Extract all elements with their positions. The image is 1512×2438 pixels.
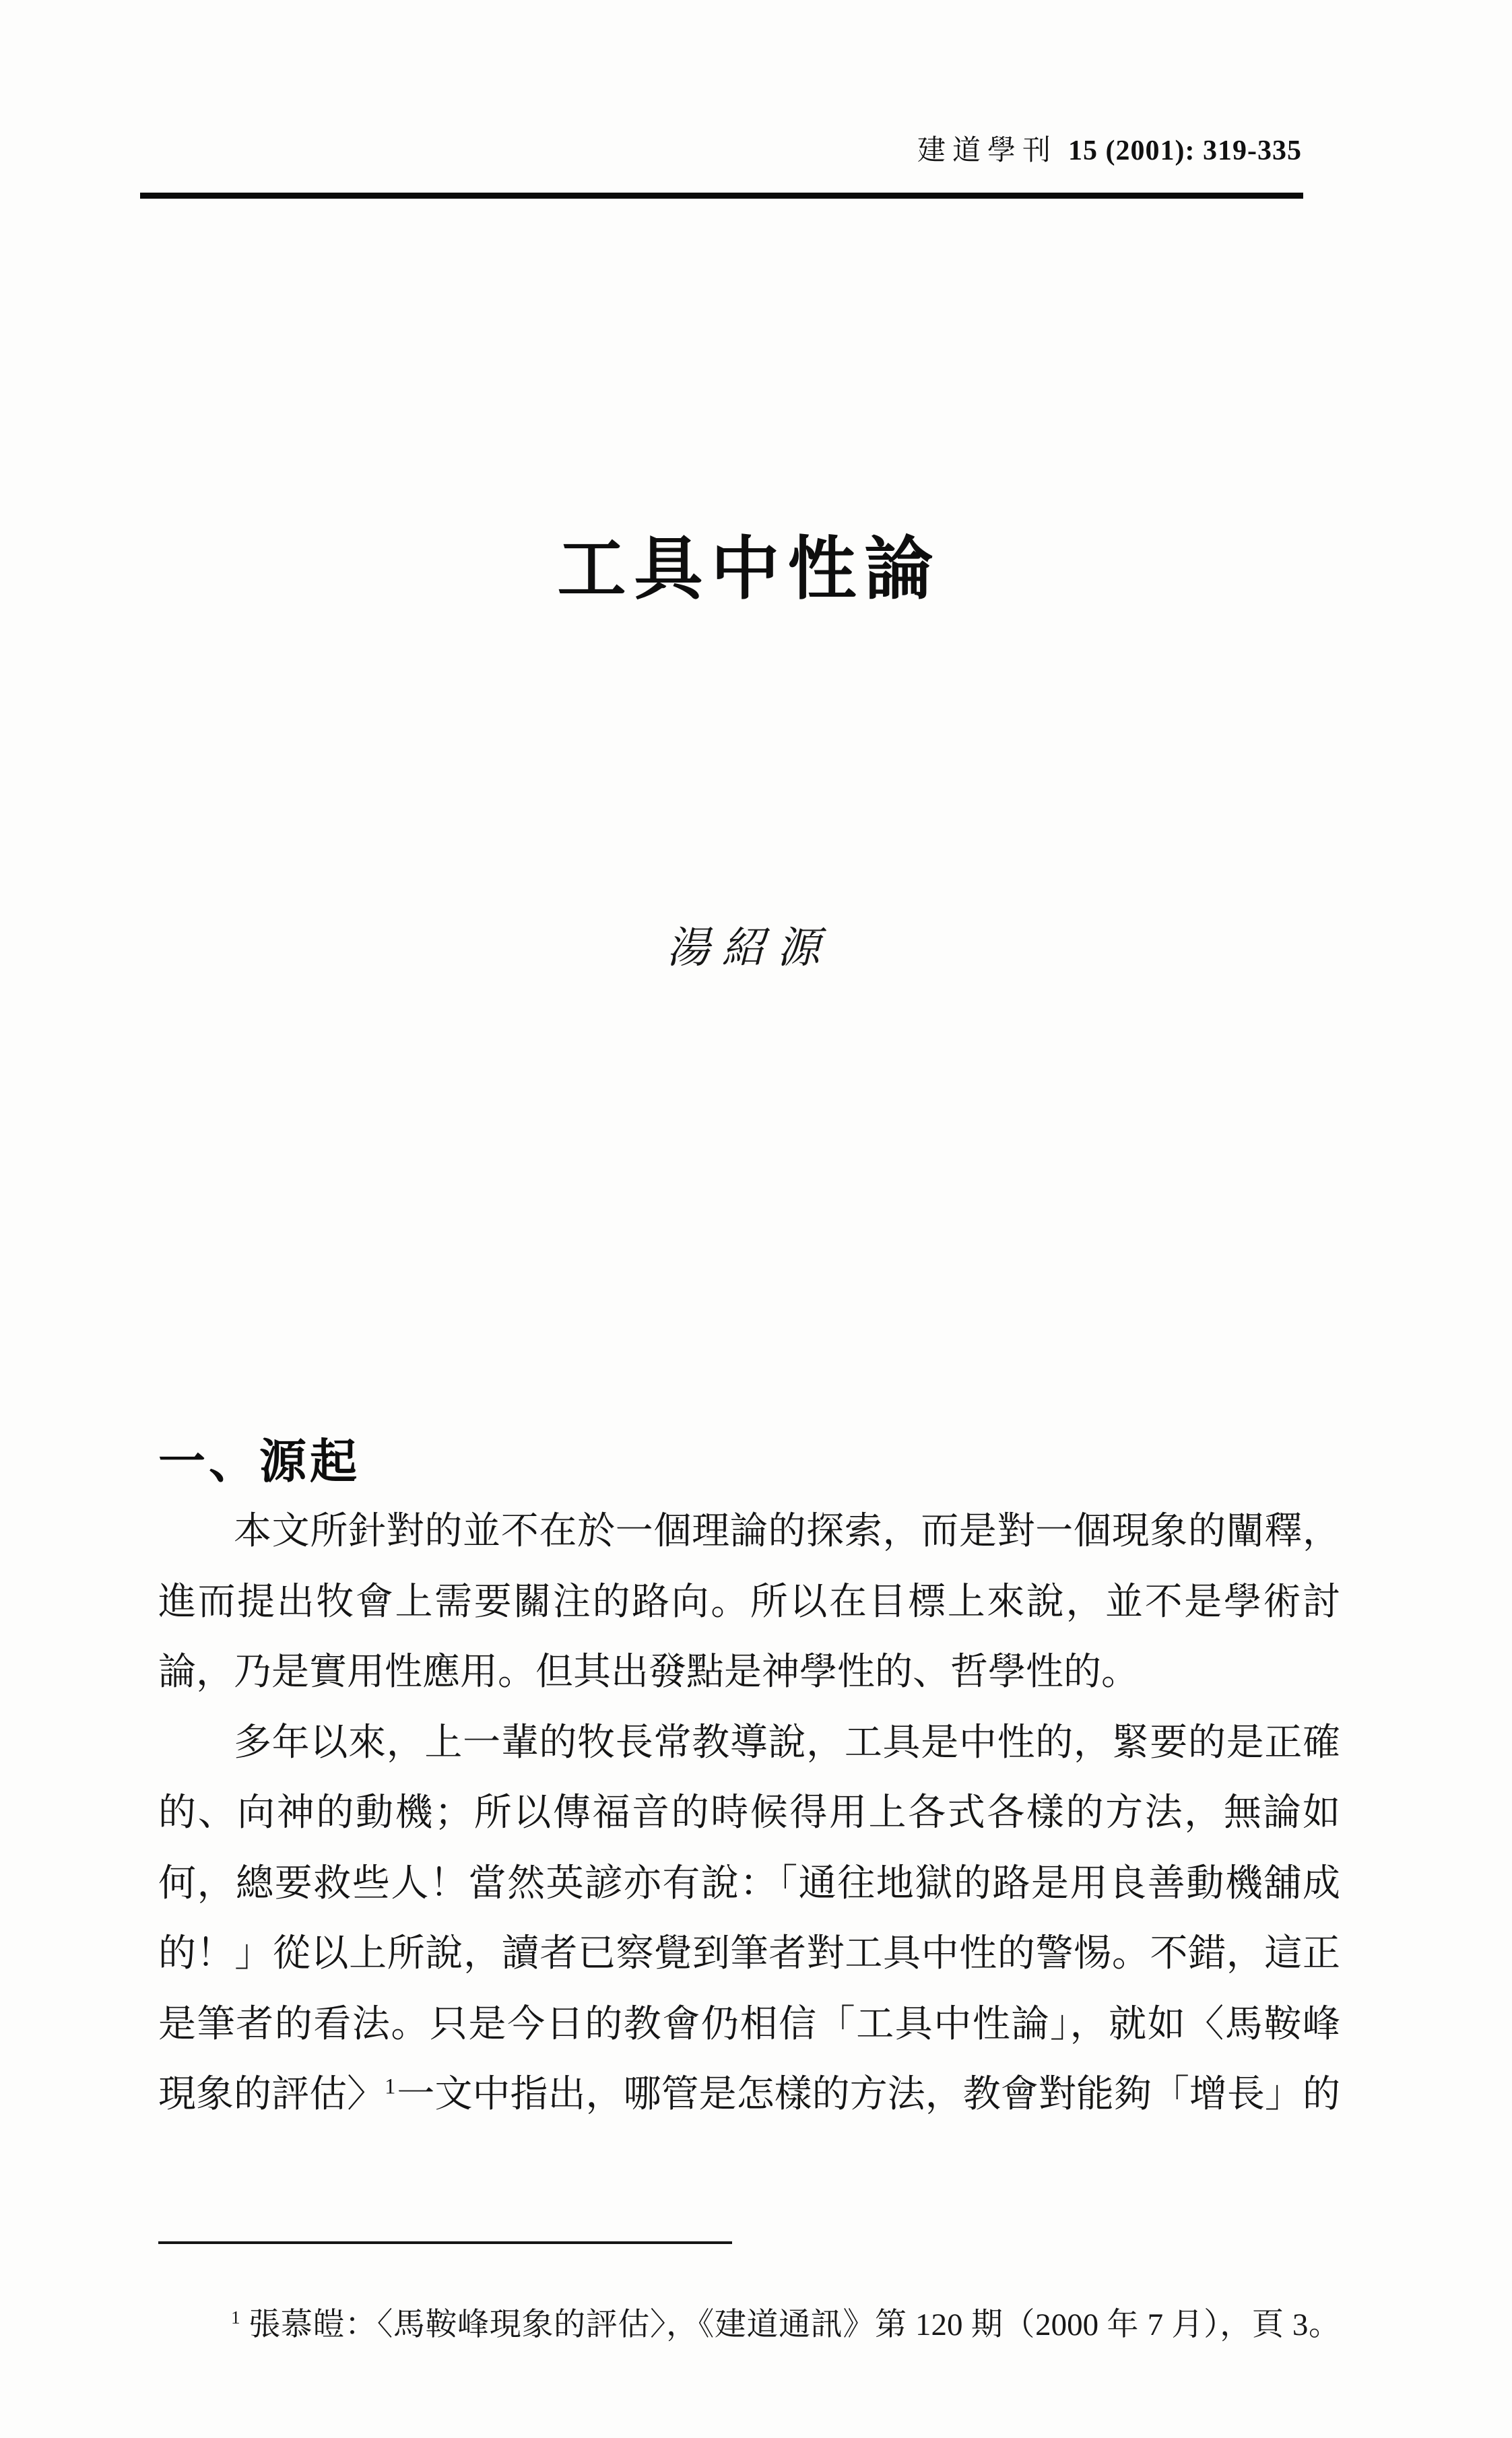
body-line-segment: 現象的評估〉 bbox=[158, 2074, 385, 2115]
body-line: 是筆者的看法。只是今日的教會仍相信「工具中性論」，就如〈馬鞍峰 bbox=[158, 2003, 1340, 2045]
body-line: 何，總要救些人！當然英諺亦有說：「通往地獄的路是用良善動機舖成 bbox=[158, 1862, 1340, 1905]
footnote bbox=[158, 2299, 1340, 2350]
section-heading: 一、源起 bbox=[158, 1435, 360, 1488]
header-rule bbox=[140, 193, 1303, 199]
journal-citation: 15 (2001): 319-335 bbox=[1068, 135, 1302, 166]
body-line: 的！」從以上所說，讀者已察覺到筆者對工具中性的警惕。不錯，這正 bbox=[158, 1933, 1340, 1975]
footnote-marker: 1 bbox=[231, 2307, 242, 2328]
footnote-text: 張慕皚：〈馬鞍峰現象的評估〉，《建道通訊》第 120 期（2000 年 7 月），頁 3。 bbox=[248, 2307, 1340, 2342]
footnote-rule bbox=[158, 2241, 732, 2244]
journal-header bbox=[917, 128, 1302, 168]
body-line-segment: 一文中指出，哪管是怎樣的方法，教會對能夠「增長」的 bbox=[397, 2074, 1341, 2115]
footnote-reference: 1 bbox=[385, 2074, 397, 2099]
body-text bbox=[158, 1496, 1340, 2130]
body-line: 多年以來，上一輩的牧長常教導說，工具是中性的，緊要的是正確 bbox=[234, 1721, 1340, 1764]
body-line: 的、向神的動機；所以傳福音的時候得用上各式各樣的方法，無論如 bbox=[158, 1792, 1340, 1834]
article-title: 工具中性論 bbox=[557, 531, 942, 607]
article-author: 湯紹源 bbox=[666, 924, 832, 972]
journal-name: 建道學刊 bbox=[917, 135, 1058, 166]
body-line: 進而提出牧會上需要關注的路向。所以在目標上來說，並不是學術討 bbox=[158, 1581, 1340, 1623]
body-line: 論，乃是實用性應用。但其出發點是神學性的、哲學性的。 bbox=[158, 1651, 1139, 1693]
body-line: 本文所針對的並不在於一個理論的探索，而是對一個現象的闡釋， bbox=[234, 1511, 1340, 1552]
body-line bbox=[158, 2060, 1340, 2130]
